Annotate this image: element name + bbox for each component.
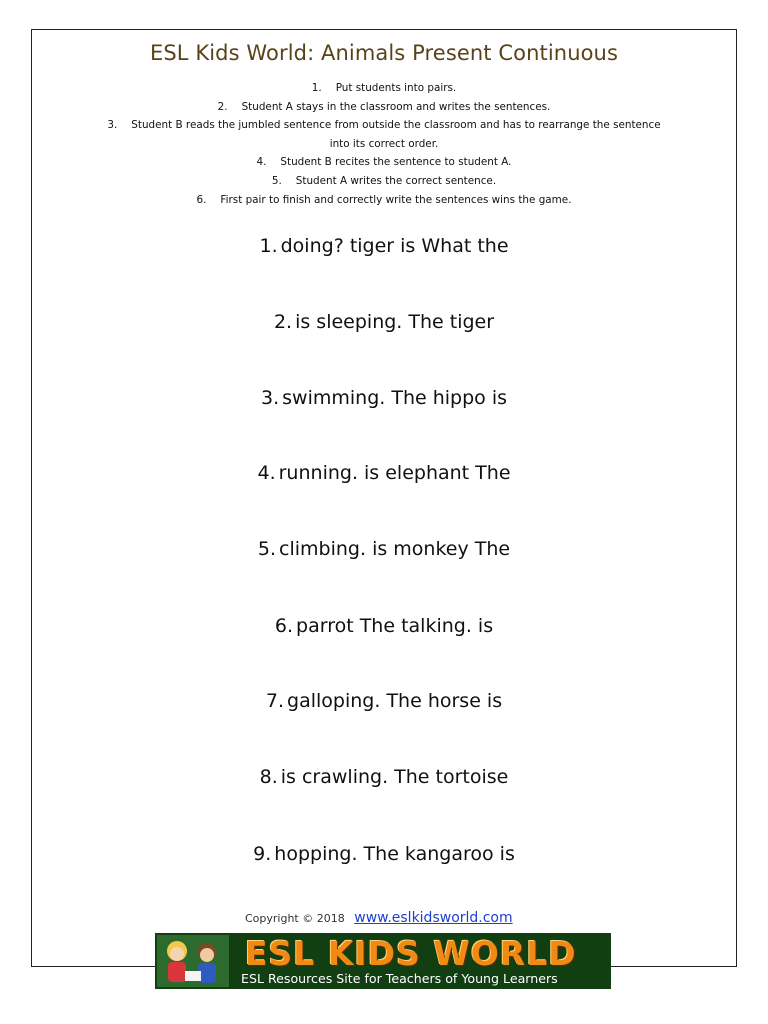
instruction-item: 4. Student B recites the sentence to student A.	[256, 156, 512, 169]
instruction-item: 3. Student B reads the jumbled sentence from outside the classroom and has to rearrange the sentence	[107, 119, 661, 132]
instruction-item: 2. Student A stays in the classroom and writes the sentences.	[217, 100, 551, 113]
jumbled-sentence: 8. is crawling. The tortoise	[259, 766, 509, 788]
instruction-item: 1. Put students into pairs.	[311, 82, 457, 94]
website-link[interactable]: www.eslkidsworld.com	[354, 910, 513, 926]
copyright-text: Copyright © 2018	[245, 912, 345, 925]
copyright-line	[245, 910, 513, 926]
jumbled-sentence: 4. running. is elephant The	[257, 462, 511, 484]
jumbled-sentence: 5. climbing. is monkey The	[257, 538, 511, 560]
banner-tagline: ESL Resources Site for Teachers of Young Learners	[241, 971, 558, 986]
kids-illustration-icon	[157, 935, 229, 987]
brand-logo: ESL KIDS WORLD	[245, 934, 577, 973]
jumbled-sentence: 9. hopping. The kangaroo is	[253, 843, 515, 865]
worksheet-title: ESL Kids World: Animals Present Continuous	[149, 41, 618, 65]
site-banner[interactable]	[155, 933, 611, 989]
instruction-item: 6. First pair to finish and correctly write the sentences wins the game.	[196, 193, 572, 206]
jumbled-sentence: 2. is sleeping. The tiger	[273, 311, 495, 333]
jumbled-sentence: 6. parrot The talking. is	[274, 615, 494, 637]
jumbled-sentence: 1. doing? tiger is What the	[259, 235, 509, 257]
instruction-item-continued: into its correct order.	[329, 137, 439, 150]
jumbled-sentence: 7. galloping. The horse is	[265, 690, 503, 712]
instruction-item: 5. Student A writes the correct sentence.	[271, 174, 497, 187]
jumbled-sentence: 3. swimming. The hippo is	[261, 387, 507, 409]
instructions-list	[60, 79, 708, 209]
